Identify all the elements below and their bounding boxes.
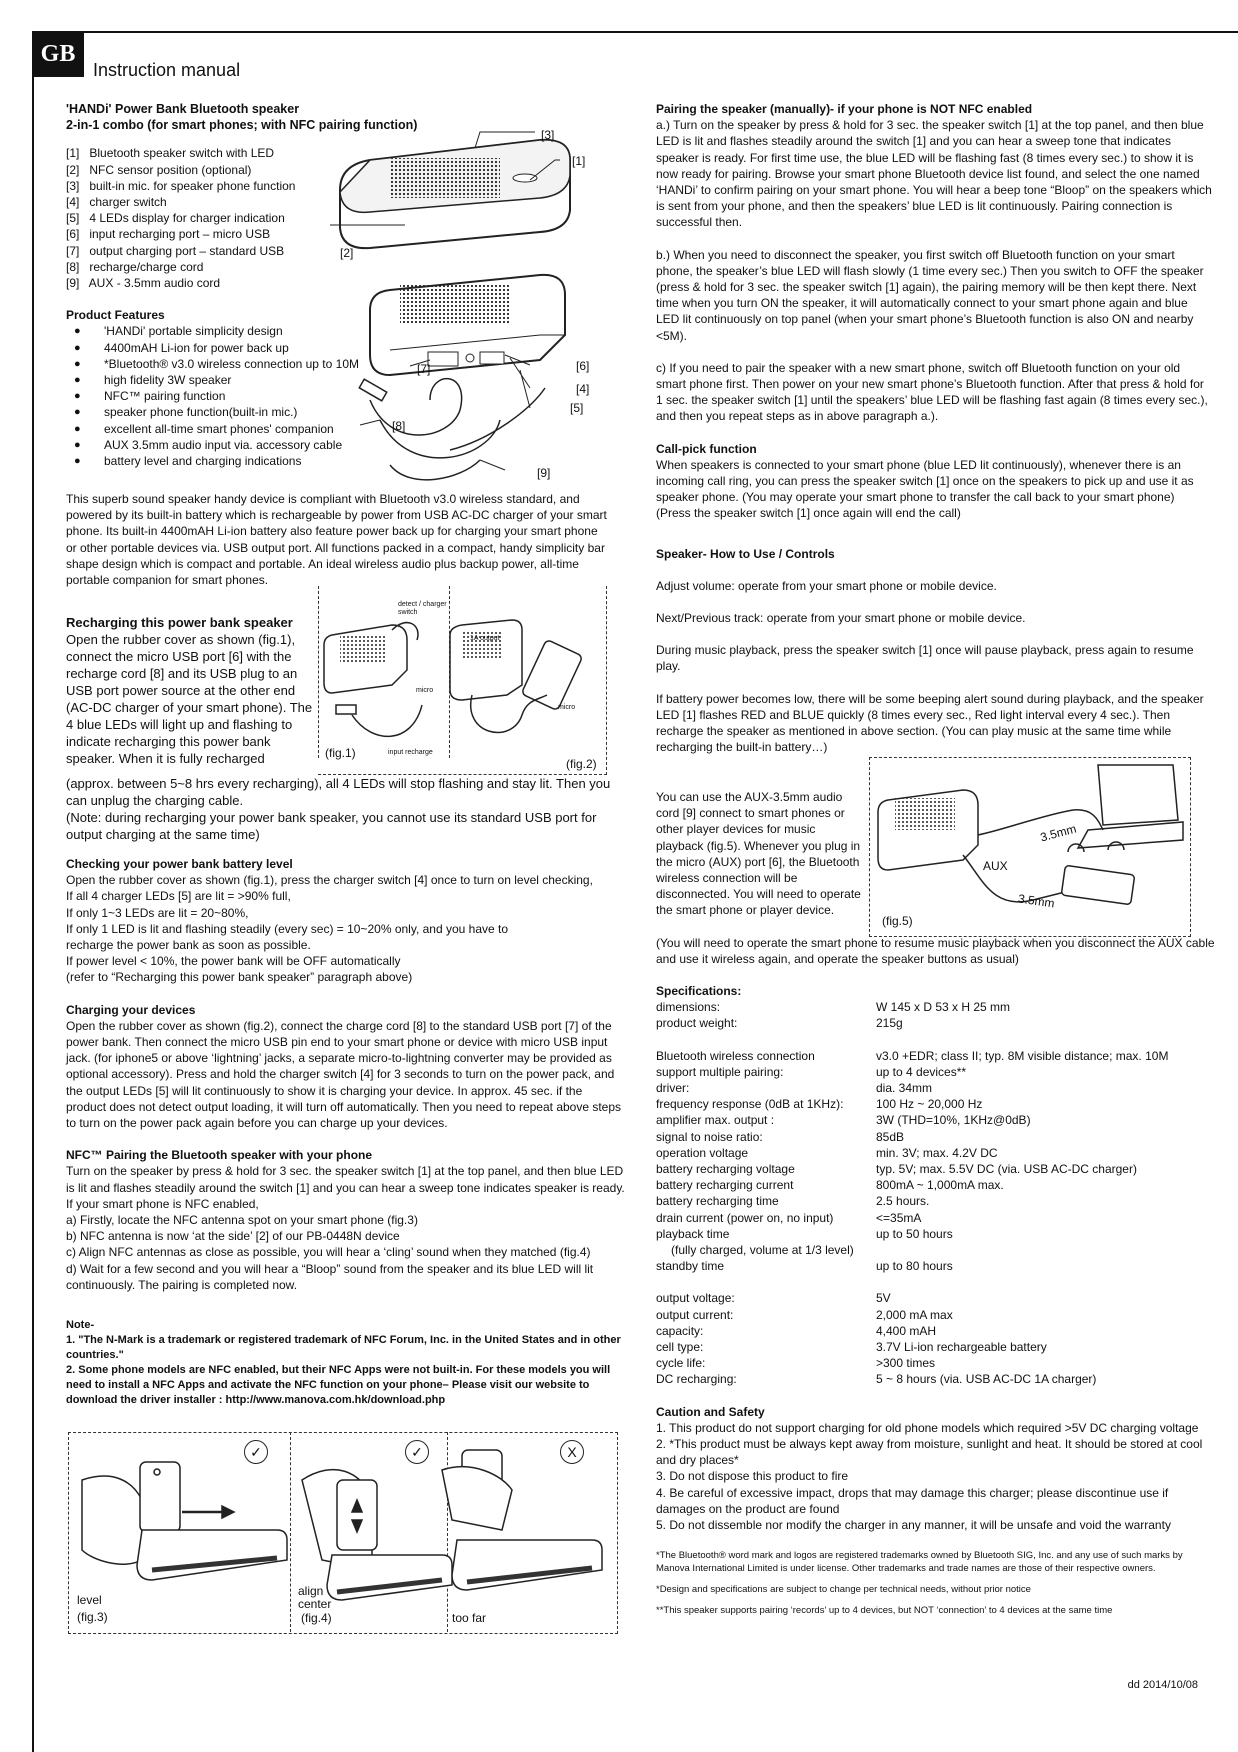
playback-note: (fully charged, volume at 1/3 level) bbox=[671, 1243, 854, 1258]
spec-value: 100 Hz ~ 20,000 Hz bbox=[876, 1097, 983, 1112]
fig4-label-center: center bbox=[298, 1597, 332, 1611]
diagram-label-8: [8] bbox=[392, 419, 406, 433]
caution-heading: Caution and Safety bbox=[656, 1404, 765, 1419]
right-column bbox=[656, 101, 1212, 756]
checking-line: Open the rubber cover as shown (fig.1), press the charger switch [4] once to turn on level checking, bbox=[66, 873, 593, 888]
spec-key: frequency response (0dB at 1KHz): bbox=[656, 1097, 844, 1112]
spec-key: cycle life: bbox=[656, 1356, 706, 1371]
nfc-line: Turn on the speaker by press & hold for 3 sec. the speaker switch [1] at the top panel, and then blue LED is lit and flashes steadily around the switch [1] and you can hear a sweep tone indicates speaker is ready. bbox=[66, 1164, 625, 1195]
spec-row bbox=[656, 1064, 1216, 1080]
part-item: [4] charger switch bbox=[66, 195, 167, 210]
spec-key: signal to noise ratio: bbox=[656, 1129, 763, 1144]
left-rule bbox=[32, 31, 34, 1752]
checking-line: If only 1~3 LEDs are lit = 20~80%, bbox=[66, 905, 249, 920]
spec-value: <=35mA bbox=[876, 1210, 922, 1225]
manual-pair-heading: Pairing the speaker (manually)- if your phone is NOT NFC enabled bbox=[656, 102, 1033, 116]
recharging-body: Open the rubber cover as shown (fig.1), connect the micro USB port [6] with the recharge cord [8] and its USB plug to an USB port power source at the other end (AC-DC charger of your smart phone). The 4 blue LEDs will light up and flashing to indicate recharging this power bank speaker. When it is fully recharged bbox=[66, 632, 313, 766]
diagram-label-2: [2] bbox=[340, 246, 354, 260]
fig2-caption: (fig.2) bbox=[566, 757, 597, 771]
fig-label-micro2: micro bbox=[558, 704, 576, 711]
spec-row bbox=[656, 1129, 1216, 1145]
spec-key: DC recharging: bbox=[656, 1372, 737, 1387]
howto-track: Next/Previous track: operate from your smart phone or mobile device. bbox=[656, 611, 1026, 626]
callpick-end: (Press the speaker switch [1] once again will end the call) bbox=[656, 506, 961, 521]
features-heading: Product Features bbox=[66, 308, 165, 323]
feature-item: ● 4400mAH Li-ion for power back up bbox=[66, 340, 326, 356]
spec-key: output voltage: bbox=[656, 1291, 735, 1306]
spec-value: 215g bbox=[876, 1016, 903, 1031]
spec-value: 5 ~ 8 hours (via. USB AC-DC 1A charger) bbox=[876, 1372, 1097, 1387]
spec-value: dia. 34mm bbox=[876, 1081, 933, 1096]
spec-value: up to 4 devices** bbox=[876, 1064, 967, 1079]
fig5-label-35a: 3.5mm bbox=[1038, 821, 1078, 845]
spec-row bbox=[656, 1080, 1216, 1096]
product-title-1: 'HANDi' Power Bank Bluetooth speaker bbox=[66, 102, 300, 116]
check-icon: ✓ bbox=[244, 1440, 268, 1464]
spec-key: Bluetooth wireless connection bbox=[656, 1048, 815, 1063]
spec-value: 3W (THD=10%, 1KHz@0dB) bbox=[876, 1113, 1031, 1128]
top-rule bbox=[32, 31, 1238, 33]
caution-item: 2. *This product must be always kept away from moisture, sunlight and heat. It should be stored at cool and dry places* bbox=[656, 1437, 1203, 1468]
fig-label-detect: detect / charger switch bbox=[398, 601, 447, 616]
checking-line: If power level < 10%, the power bank will be OFF automatically bbox=[66, 954, 401, 969]
fig-label-micro: micro bbox=[416, 687, 434, 694]
aux-wide: (You will need to operate the smart phone to resume music playback when you disconnect the AUX cable and use it wireless again, and operate the speaker buttons as usual) bbox=[656, 936, 1215, 967]
fig-label-output: 1A output bbox=[470, 635, 500, 642]
checking-line: If all 4 charger LEDs [5] are lit = >90% full, bbox=[66, 889, 291, 904]
spec-row bbox=[656, 1258, 1216, 1274]
spec-row bbox=[656, 1355, 1216, 1371]
specs-section bbox=[656, 983, 1216, 1617]
feature-item: ● battery level and charging indications bbox=[66, 453, 326, 469]
spec-key: dimensions: bbox=[656, 1000, 721, 1015]
part-item: [5] 4 LEDs display for charger indication bbox=[66, 211, 285, 226]
caution-item: 4. Be careful of excessive impact, drops that may damage this charger; please discontinue use if damages on the product are found bbox=[656, 1485, 1169, 1516]
product-header bbox=[66, 101, 418, 469]
spec-value: 5V bbox=[876, 1291, 891, 1306]
howto-pause: During music playback, press the speaker switch [1] once will pause playback, press again to resume play. bbox=[656, 643, 1194, 674]
spec-row bbox=[656, 1371, 1216, 1387]
spec-row bbox=[656, 1015, 1216, 1031]
part-item: [1] Bluetooth speaker switch with LED bbox=[66, 146, 275, 161]
intro-text: This superb sound speaker handy device is compliant with Bluetooth v3.0 wireless standard, and powered by its built-in battery which is rechargeable by power from USB AC-DC charger of your smart phone. Its built-in 4400mAH Li-ion battery also feature power back up for charging your smart phone or other portable devices via. USB output port. All functions packed in a compact, handy simplicity bar shape design which is compact and portable. An ideal wireless audio plus backup power, all-time portable companion for smart phones. bbox=[66, 492, 607, 588]
spec-key: cell type: bbox=[656, 1340, 704, 1355]
recharging-note: (Note: during recharging your power bank speaker, you cannot use its standard USB port for output charging at the same time) bbox=[66, 810, 597, 842]
spec-row bbox=[656, 1112, 1216, 1128]
specs-heading: Specifications: bbox=[656, 984, 742, 998]
feature-item: ● *Bluetooth® v3.0 wireless connection up to 10M bbox=[66, 356, 326, 372]
manual-pair-b: b.) When you need to disconnect the speaker, you first switch off Bluetooth function on your smart phone, the speaker’s blue LED will flash slowly (1 time every sec.) Then you switch to OFF the speaker (press & hold for 3 sec. the speaker switch [1] again), the pairing memory will be then kept there. Next time when you turn ON the speaker, it will automatically connect to your smart phone again and blue LED lit continuously on top panel (when your smart phone’s Bluetooth function is also ON and nearby <5M). bbox=[656, 247, 1204, 343]
spec-key: battery recharging current bbox=[656, 1178, 794, 1193]
spec-row bbox=[656, 999, 1216, 1015]
note-heading: Note- bbox=[66, 1319, 95, 1332]
diagram-label-5: [5] bbox=[570, 401, 584, 415]
speaker-top-illustration bbox=[340, 140, 570, 248]
howto-volume: Adjust volume: operate from your smart phone or mobile device. bbox=[656, 578, 997, 593]
cables-illustration bbox=[359, 379, 545, 480]
nfc-line: d) Wait for a few second and you will hear a “Bloop” sound from the speaker and its blue LED will lit continuously. The pairing is completed now. bbox=[66, 1261, 594, 1292]
page-title: Instruction manual bbox=[93, 60, 241, 80]
spec-key: amplifier max. output : bbox=[656, 1113, 775, 1128]
fig-label-input: input recharge bbox=[388, 749, 433, 756]
aux-body: You can use the AUX-3.5mm audio cord [9] connect to smart phones or other player devices for music playback (fig.5). Whenever you plug in the micro (AUX) port [6], the Bluetooth wireless connection will be disconnected. You will need to operate the smart phone or player device. bbox=[656, 790, 861, 918]
spec-row bbox=[656, 1226, 1216, 1242]
charging-body: Open the rubber cover as shown (fig.2), connect the charge cord [8] to the standard USB port [7] of the power bank. Then connect the micro USB pin end to your smart phone or device with micro USB input jack. (for iphone5 or above ‘lightning’ jacks, a separate micro-to-lightning converter may be provided as optional accessory). Press and hold the charger switch [4] for 3 seconds to turn on the power pack, and the output LEDs [5] will lit continuously to show it is charging your device. In approx. 45 sec. if the product does not detect output loading, it will turn off automatically. Then you need to repeat above steps to turn on the power pack again before you can charge up your devices. bbox=[66, 1018, 622, 1131]
cross-icon: X bbox=[560, 1440, 584, 1464]
spec-row bbox=[656, 1193, 1216, 1209]
aux-section bbox=[656, 789, 864, 919]
spec-key: drain current (power on, no input) bbox=[656, 1210, 834, 1225]
spec-value: >300 times bbox=[876, 1356, 936, 1371]
spec-key: support multiple pairing: bbox=[656, 1064, 784, 1079]
footnote: *Design and specifications are subject to change per technical needs, without prior notice bbox=[656, 1584, 1031, 1596]
note-item: 2. Some phone models are NFC enabled, but their NFC Apps were not built-in. For these models you will need to install a NFC Apps and activate the NFC function on your phone– Please visit our website to download the driver installer : http://www.manova.com.hk/download.php bbox=[66, 1364, 611, 1407]
spec-row bbox=[656, 1290, 1216, 1306]
part-item: [6] input recharging port – micro USB bbox=[66, 227, 271, 242]
recharging-body-wide: (approx. between 5~8 hrs every recharging), all 4 LEDs will stop flashing and stay lit. Then you can unplug the charging cable. bbox=[66, 776, 611, 808]
spec-row bbox=[656, 1323, 1216, 1339]
fig3-caption: (fig.3) bbox=[77, 1610, 108, 1624]
spec-row bbox=[656, 1161, 1216, 1177]
diagram-label-7: [7] bbox=[417, 362, 431, 376]
feature-item: ● 'HANDi' portable simplicity design bbox=[66, 323, 326, 339]
nfc-figures-illustration bbox=[72, 1440, 612, 1610]
nfc-line: If your smart phone is NFC enabled, bbox=[66, 1196, 259, 1211]
nfc-heading: NFC™ Pairing the Bluetooth speaker with your phone bbox=[66, 1148, 373, 1163]
howto-heading: Speaker- How to Use / Controls bbox=[656, 546, 835, 561]
nfc-line: c) Align NFC antennas as close as possible, you will hear a ‘cling’ sound when they matched (fig.4) bbox=[66, 1245, 591, 1260]
spec-row bbox=[656, 1339, 1216, 1355]
recharging-section bbox=[66, 614, 316, 767]
feature-item: ● high fidelity 3W speaker bbox=[66, 372, 326, 388]
spec-key: capacity: bbox=[656, 1323, 704, 1338]
checking-line: (refer to “Recharging this power bank speaker” paragraph above) bbox=[66, 970, 413, 985]
recharging-heading: Recharging this power bank speaker bbox=[66, 615, 293, 630]
caution-item: 3. Do not dispose this product to fire bbox=[656, 1469, 849, 1484]
spec-key: battery recharging time bbox=[656, 1194, 779, 1209]
spec-value: 800mA ~ 1,000mA max. bbox=[876, 1178, 1004, 1193]
part-item: [3] built-in mic. for speaker phone function bbox=[66, 178, 296, 193]
speaker-front-illustration bbox=[370, 275, 565, 375]
nfc-line: a) Firstly, locate the NFC antenna spot on your smart phone (fig.3) bbox=[66, 1213, 418, 1228]
aux-continued bbox=[656, 935, 1216, 967]
part-item: [2] NFC sensor position (optional) bbox=[66, 162, 252, 177]
check-icon: ✓ bbox=[405, 1440, 429, 1464]
spec-value: up to 50 hours bbox=[876, 1226, 953, 1241]
callpick-heading: Call-pick function bbox=[656, 441, 757, 456]
fig5-label-35b: 3.5mm bbox=[1017, 891, 1056, 911]
spec-value: v3.0 +EDR; class II; typ. 8M visible distance; max. 10M bbox=[876, 1048, 1169, 1063]
diagram-label-4: [4] bbox=[576, 382, 590, 396]
part-item: [8] recharge/charge cord bbox=[66, 259, 204, 274]
diagram-label-3: [3] bbox=[541, 128, 555, 142]
spec-key: standby time bbox=[656, 1259, 725, 1274]
howto-battery: If battery power becomes low, there will be some beeping alert sound during playback, and the speaker LED [1] flashes RED and BLUE quickly (8 times every sec., Red light interval every 4 sec.). Then recharge the speaker as mentioned in above section. (You can play music at the same time while recharging the built-in battery…) bbox=[656, 691, 1204, 755]
spec-row bbox=[656, 1096, 1216, 1112]
spec-row bbox=[656, 1048, 1216, 1064]
charging-heading: Charging your devices bbox=[66, 1002, 196, 1017]
part-item: [9] AUX - 3.5mm audio cord bbox=[66, 276, 221, 291]
fig5-caption: (fig.5) bbox=[882, 914, 913, 928]
spec-value: min. 3V; max. 4.2V DC bbox=[876, 1145, 998, 1160]
recharging-continued bbox=[66, 775, 611, 843]
feature-item: ● AUX 3.5mm audio input via. accessory cable bbox=[66, 437, 326, 453]
spec-row bbox=[656, 1145, 1216, 1161]
feature-item: ● excellent all-time smart phones' companion bbox=[66, 421, 326, 437]
diagram-label-1: [1] bbox=[572, 154, 586, 168]
checking-heading: Checking your power bank battery level bbox=[66, 857, 293, 871]
checking-line: If only 1 LED is lit and flashing steadily (every sec) = 10~20% only, and you have to bbox=[66, 921, 509, 936]
product-diagram bbox=[330, 120, 630, 500]
footnote: **This speaker supports pairing ‘records’ up to 4 devices, but NOT ‘connection’ to 4 devices at the same time bbox=[656, 1605, 1113, 1617]
fig1-caption: (fig.1) bbox=[325, 746, 356, 760]
spec-key: product weight: bbox=[656, 1016, 738, 1031]
fig3-label-level: level bbox=[77, 1593, 102, 1607]
spec-key: operation voltage bbox=[656, 1145, 749, 1160]
caution-item: 5. Do not dissemble nor modify the charger in any manner, it will be unsafe and void the warranty bbox=[656, 1518, 1171, 1533]
manual-pair-c: c) If you need to pair the speaker with a new smart phone, switch off Bluetooth function on your old smart phone first. Then power on your new smart phone’s Bluetooth function. After that press & hold for 1 sec. the speaker switch [1] until the speakers’ blue LED will be flashing fast again (8 times every sec.), and then you repeat steps as in above paragraph a.). bbox=[656, 360, 1208, 424]
footnote: *The Bluetooth® word mark and logos are registered trademarks owned by Bluetooth SIG, Inc. and any use of such marks by Manova International Limited is under license. Other trademarks and trade names are those of their respective owners. bbox=[656, 1550, 1183, 1575]
spec-value: 2,000 mA max bbox=[876, 1307, 953, 1322]
spec-row bbox=[656, 1210, 1216, 1226]
features-list bbox=[66, 323, 359, 469]
spec-row bbox=[656, 1307, 1216, 1323]
nfc-line: b) NFC antenna is now ‘at the side’ [2] of our PB-0448N device bbox=[66, 1229, 400, 1244]
spec-value: up to 80 hours bbox=[876, 1259, 953, 1274]
product-title-2: 2-in-1 combo (for smart phones; with NFC pairing function) bbox=[66, 118, 418, 133]
manual-pair-a: a.) Turn on the speaker by press & hold for 3 sec. the speaker switch [1] at the top panel, and then blue LED is lit and flashes steadily around the switch [1] and you can hear a sweep tone that indicates speaker is ready. For first time use, the blue LED will be flashing fast (8 times every sec.) to show it is now ready for pairing. Browse your smart phone Bluetooth device list found, and select the one named ‘HANDi’ to confirm pairing on your smart phone. You will hear a beep tone “Bloop” on the speakers which is sent from your phone, and then the speakers’ blue LED is lit continuously. Pairing connection is successful then. bbox=[656, 118, 1212, 230]
feature-item: ● speaker phone function(built-in mic.) bbox=[66, 404, 326, 420]
checking-line: recharge the power bank as soon as possible. bbox=[66, 938, 311, 953]
checking-section bbox=[66, 856, 626, 1408]
fig4-caption: (fig.4) bbox=[301, 1611, 332, 1625]
fig5-label-aux: AUX bbox=[983, 859, 1008, 873]
spec-value: 3.7V Li-ion rechargeable battery bbox=[876, 1340, 1047, 1355]
spec-key: playback time bbox=[656, 1226, 730, 1241]
spec-value: 4,400 mAH bbox=[876, 1323, 937, 1338]
spec-value: 85dB bbox=[876, 1129, 905, 1144]
language-badge: GB bbox=[32, 31, 84, 77]
spec-key: output current: bbox=[656, 1307, 734, 1322]
spec-key: battery recharging voltage bbox=[656, 1162, 795, 1177]
note-item: 1. "The N-Mark is a trademark or registered trademark of NFC Forum, Inc. in the United States and in other countries." bbox=[66, 1334, 621, 1362]
document-date: dd 2014/10/08 bbox=[1127, 1679, 1198, 1691]
spec-row bbox=[656, 1177, 1216, 1193]
part-item: [7] output charging port – standard USB bbox=[66, 243, 285, 258]
spec-key: driver: bbox=[656, 1081, 690, 1096]
fig4-label-align: align bbox=[298, 1584, 324, 1598]
callpick-body: When speakers is connected to your smart phone (blue LED lit continuously), whenever there is an incoming call ring, you can press the speaker switch [1] once on the speakers to pick up and use it as speaker phone. (You may operate your smart phone to transfer the call back to your smart phone) bbox=[656, 457, 1194, 505]
diagram-label-9: [9] bbox=[537, 466, 551, 480]
diagram-label-6: [6] bbox=[576, 359, 590, 373]
fig1-fig2-illustration bbox=[322, 595, 602, 755]
feature-item: ● NFC™ pairing function bbox=[66, 388, 326, 404]
spec-value: W 145 x D 53 x H 25 mm bbox=[876, 1000, 1011, 1015]
spec-value: 2.5 hours. bbox=[876, 1194, 930, 1209]
parts-list bbox=[66, 145, 326, 291]
fig-toofar-label: too far bbox=[452, 1611, 487, 1625]
intro-section bbox=[66, 491, 611, 588]
caution-item: 1. This product do not support charging for old phone models which required >5V DC charging voltage bbox=[656, 1420, 1199, 1435]
spec-value: typ. 5V; max. 5.5V DC (via. USB AC-DC charger) bbox=[876, 1162, 1137, 1177]
